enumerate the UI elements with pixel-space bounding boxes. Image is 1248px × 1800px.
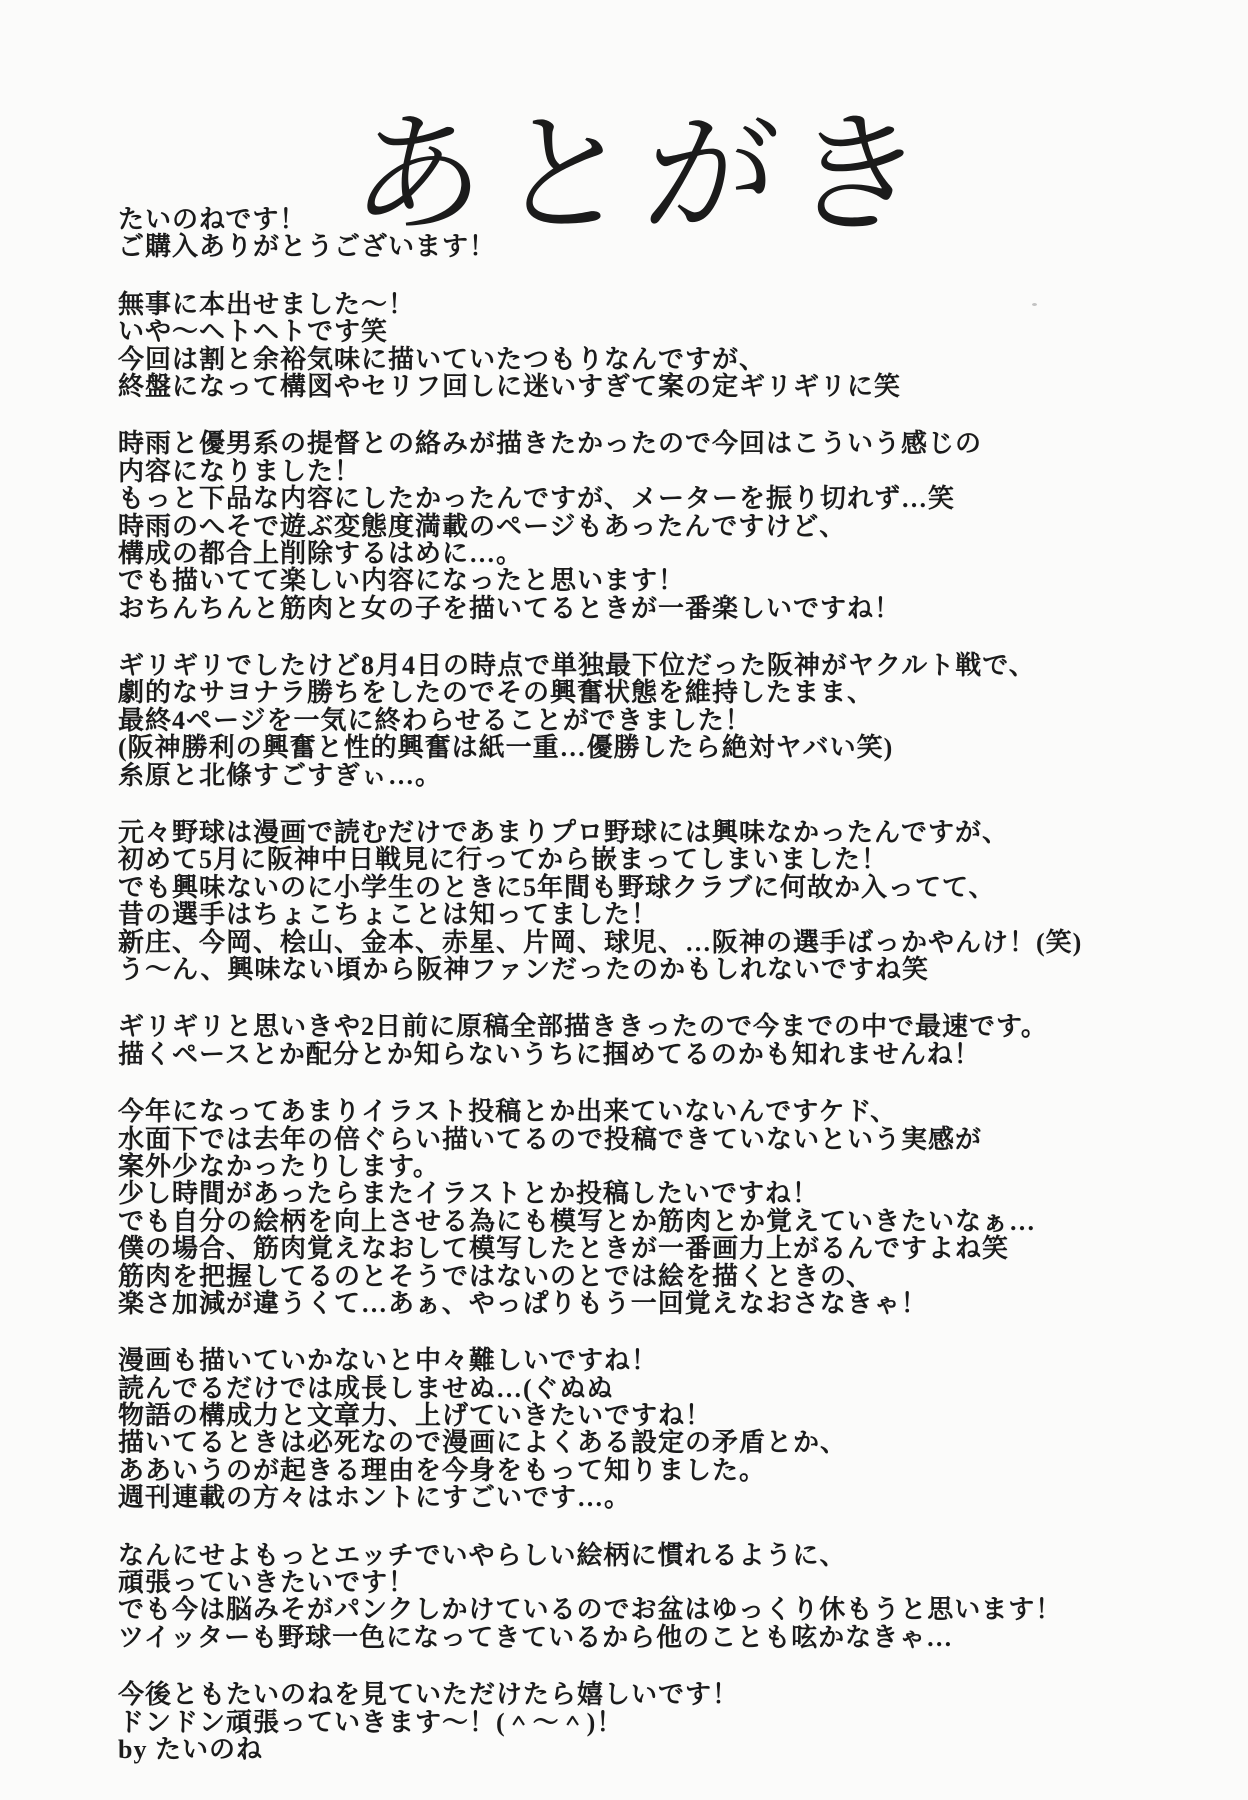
scan-speck [1032, 303, 1037, 306]
text-line: 今後ともたいのねを見ていただけたら嬉しいです！ [118, 1680, 740, 1710]
author-signature: by たいのね [118, 1734, 263, 1764]
text-line: ツイッターも野球一色になってきているから他のことも呟かなきゃ… [118, 1622, 954, 1652]
text-line: でも自分の絵柄を向上させる為にも模写とか筋肉とか覚えていきたいなぁ… [118, 1206, 1037, 1236]
text-line: 内容になりました！ [118, 456, 362, 486]
text-line: 時雨のへそで遊ぶ変態度満載のページもあったんですけど、 [118, 511, 847, 541]
text-line: 昔の選手はちょこちょことは知ってました！ [118, 900, 659, 930]
text-line: でも今は脳みそがパンクしかけているのでお盆はゆっくり休もうと思います！ [118, 1595, 1063, 1625]
afterword-body [118, 206, 1188, 1763]
text-line: 読んでるだけでは成長しませぬ…(ぐぬぬ [118, 1373, 614, 1403]
text-line: 漫画も描いていかないと中々難しいですね！ [118, 1346, 659, 1376]
paragraph [118, 1013, 1188, 1068]
text-line: う～ん、興味ない頃から阪神ファンだったのかもしれないですね笑 [118, 954, 930, 984]
text-line: 今年になってあまりイラスト投稿とか出来ていないんですケド、 [118, 1097, 898, 1127]
text-line: 楽さ加減が違うくて…あぁ、やっぱりもう一回覚えなおさなきゃ！ [118, 1288, 928, 1318]
text-line: 僕の場合、筋肉覚えなおして模写したときが一番画力上がるんですよね笑 [118, 1234, 1010, 1264]
text-line: 劇的なサヨナラ勝ちをしたのでその興奮状態を維持したまま、 [118, 678, 875, 708]
paragraph [118, 819, 1188, 983]
paragraph [118, 430, 1188, 622]
text-line: 少し時間があったらまたイラストとか投稿したいですね！ [118, 1179, 819, 1209]
text-line: 筋肉を把握してるのとそうではないのとでは絵を描くときの、 [118, 1261, 873, 1291]
text-line: なんにせよもっとエッチでいやらしい絵柄に慣れるように、 [118, 1540, 847, 1570]
text-line: ドンドン頑張っていきます～！(＾～＾)！ [118, 1707, 624, 1737]
paragraph [118, 1098, 1188, 1317]
text-line: 今回は割と余裕気味に描いていたつもりなんですが、 [118, 344, 767, 374]
text-line: ギリギリでしたけど8月4日の時点で単独最下位だった阪神がヤクルト戦で、 [118, 651, 1036, 681]
text-line: 水面下では去年の倍ぐらい描いてるので投稿できていないという実感が [118, 1124, 983, 1154]
text-line: 元々野球は漫画で読むだけであまりプロ野球には興味なかったんですが、 [118, 818, 1010, 848]
text-line: ご購入ありがとうございます！ [118, 232, 497, 262]
text-line: 描くペースとか配分とか知らないうちに掴めてるのかも知れませんね！ [118, 1039, 981, 1069]
text-line: でも興味ないのに小学生のときに5年間も野球クラブに何故か入ってて、 [118, 872, 996, 902]
text-line: 時雨と優男系の提督との絡みが描きたかったので今回はこういう感じの [118, 429, 983, 459]
text-line: 頑張っていきたいです！ [118, 1568, 416, 1598]
text-line: 描いてるときは必死なので漫画によくある設定の矛盾とか、 [118, 1428, 848, 1458]
paragraph [118, 1347, 1188, 1511]
page-title: あとがき [346, 102, 944, 250]
text-line: 糸原と北條すごすぎぃ…。 [118, 760, 443, 790]
paragraph [118, 1681, 1188, 1736]
text-line: 物語の構成力と文章力、上げていきたいですね！ [118, 1401, 713, 1431]
paragraph-list [118, 206, 1188, 1736]
text-line: 案外少なかったりします。 [118, 1151, 440, 1181]
text-line: ギリギリと思いきや2日前に原稿全部描ききったので今までの中で最速です。 [118, 1012, 1048, 1042]
text-line: ああいうのが起きる理由を今身をもって知りました。 [118, 1455, 767, 1485]
text-line: もっと下品な内容にしたかったんですが、メーターを振り切れず…笑 [118, 484, 956, 514]
text-line: でも描いてて楽しい内容になったと思います！ [118, 566, 686, 596]
paragraph [118, 291, 1188, 401]
text-line: いや～ヘトヘトです笑 [118, 317, 389, 347]
text-line: 週刊連載の方々はホントにすごいです…。 [118, 1483, 632, 1513]
text-line: おちんちんと筋肉と女の子を描いてるときが一番楽しいですね！ [118, 593, 902, 623]
paragraph [118, 652, 1188, 789]
text-line: 構成の都合上削除するはめに…。 [118, 538, 524, 568]
text-line: 新庄、今岡、桧山、金本、赤星、片岡、球児、…阪神の選手ばっかやんけ！(笑) [118, 927, 1083, 957]
text-line: (阪神勝利の興奮と性的興奮は紙一重…優勝したら絶対ヤバい笑) [118, 733, 894, 763]
text-line: 初めて5月に阪神中日戦見に行ってから嵌まってしまいました！ [118, 845, 889, 875]
text-line: 終盤になって構図やセリフ回しに迷いすぎて案の定ギリギリに笑 [118, 371, 902, 401]
text-line: 無事に本出せました～！ [118, 289, 416, 319]
text-line: たいのねです！ [118, 205, 307, 234]
text-line: 最終4ページを一気に終わらせることができました！ [118, 705, 752, 735]
paragraph [118, 206, 1188, 261]
paragraph [118, 1542, 1188, 1652]
